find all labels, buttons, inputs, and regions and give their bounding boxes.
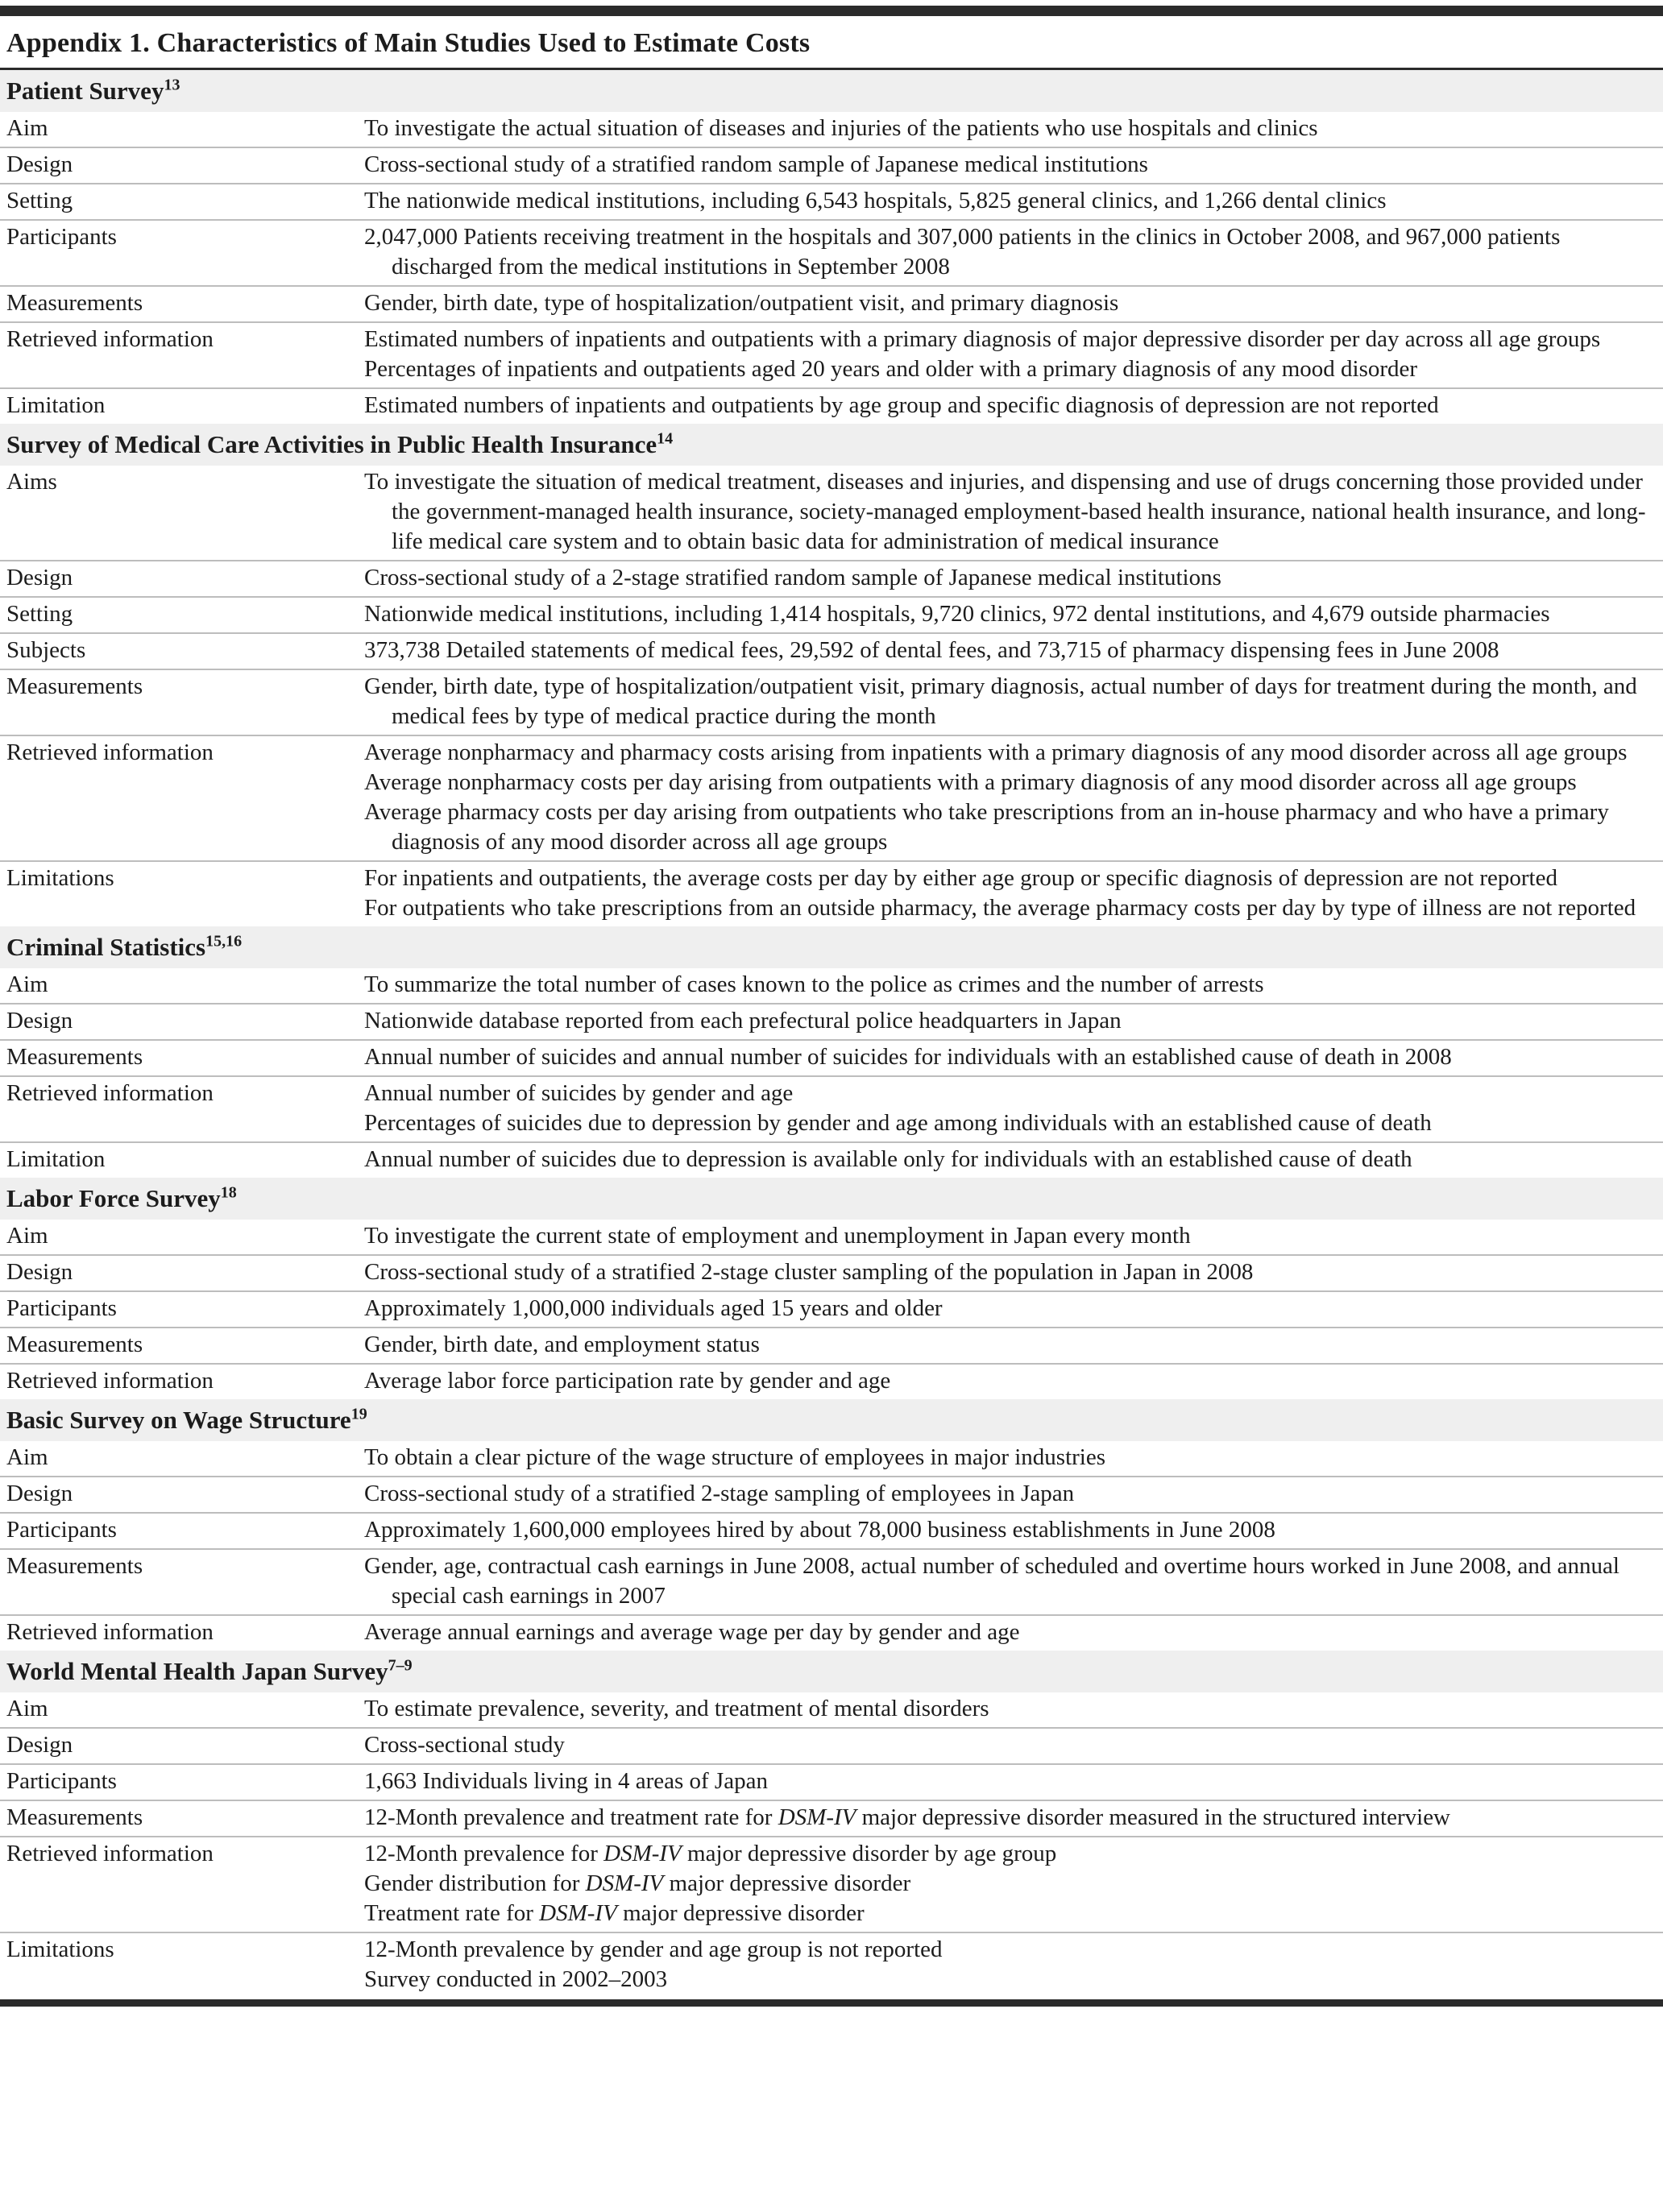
row-value [364,1479,1663,1509]
table-row [0,1141,1663,1178]
value-line: Cross-sectional study of a stratified 2-stage cluster sampling of the population in Japan in 2008 [364,1259,1254,1286]
reference-superscript: 15,16 [205,933,243,951]
table-row [0,183,1663,219]
table-row [0,1220,1663,1254]
reference-superscript: 13 [164,77,180,95]
reference-superscript: 18 [220,1184,237,1203]
study-section [0,926,1663,1178]
row-label: Setting [6,601,73,628]
row-value [364,1221,1663,1251]
value-line: Approximately 1,600,000 employees hired by about 78,000 business establishments in June 2008 [364,1517,1275,1543]
row-label: Limitations [6,1937,114,1963]
row-value [364,1618,1663,1647]
value-line: To investigate the actual situation of diseases and injuries of the patients who use hospitals and clinics [364,115,1318,142]
value-line: Treatment rate for DSM-IV major depressive disorder [364,1900,865,1927]
value-line: Average nonpharmacy and pharmacy costs arising from inpatients with a primary diagnosis of any mood disorder across all age groups [364,739,1628,766]
row-value [364,1515,1663,1545]
study-section [0,424,1663,926]
table-row [0,1003,1663,1039]
value-line: Nationwide medical institutions, including 1,414 hospitals, 9,720 clinics, 972 dental institutions, and 4,679 outside pharmacies [364,601,1550,628]
value-line: To summarize the total number of cases known to the police as crimes and the number of arrests [364,971,1264,998]
table-row [0,1548,1663,1614]
page-title: Appendix 1. Characteristics of Main Studies Used to Estimate Costs [0,16,1663,70]
row-value [364,1730,1663,1760]
row-value [364,1145,1663,1174]
row-label: Design [6,151,73,178]
row-value [364,150,1663,180]
row-label: Measurements [6,1553,143,1580]
table-row [0,735,1663,860]
value-line: Percentages of suicides due to depression by gender and age among individuals with an established cause of death [364,1110,1432,1137]
table-row [0,321,1663,387]
value-line: Average nonpharmacy costs per day arising from outpatients with a primary diagnosis of any mood disorder across all age groups [364,769,1577,796]
value-line: To investigate the situation of medical treatment, diseases and injuries, and dispensing and use of drugs concerning those provided under the government-managed health insurance, society-managed employment-based health insurance, national health insurance, and long-life medical care system and to obtain basic data for administration of medical insurance [364,469,1646,555]
table-row [0,112,1663,147]
row-label: Retrieved information [6,1619,214,1646]
section-title: Basic Survey on Wage Structure [6,1406,351,1435]
row-value [364,1839,1663,1928]
study-section [0,1178,1663,1399]
value-line: Cross-sectional study of a stratified random sample of Japanese medical institutions [364,151,1148,178]
row-value [364,467,1663,557]
row-value [364,1694,1663,1724]
row-value [364,563,1663,593]
row-value [364,186,1663,216]
row-value [364,1551,1663,1611]
table-row [0,1039,1663,1075]
value-line: Cross-sectional study of a stratified 2-stage sampling of employees in Japan [364,1481,1075,1507]
section-rows [0,1220,1663,1399]
section-rows [0,466,1663,926]
row-label: Retrieved information [6,1841,214,1867]
row-value [364,288,1663,318]
value-line: 12-Month prevalence and treatment rate for DSM-IV major depressive disorder measured in the structured interview [364,1804,1451,1831]
table-row [0,596,1663,632]
row-label: Aim [6,1444,48,1471]
value-line: To obtain a clear picture of the wage structure of employees in major industries [364,1444,1106,1471]
value-line: For inpatients and outpatients, the average costs per day by either age group or specific diagnosis of depression are not reported [364,865,1557,892]
row-value [364,1803,1663,1833]
top-rule [0,6,1663,16]
value-line: Gender, birth date, type of hospitalization/outpatient visit, primary diagnosis, actual number of days for treatment during the month, and medical fees by type of medical practice during the month [364,673,1637,730]
value-line: To estimate prevalence, severity, and treatment of mental disorders [364,1696,989,1722]
table-row [0,285,1663,321]
value-line: Gender, birth date, type of hospitalization/outpatient visit, and primary diagnosis [364,290,1119,317]
table-row [0,1327,1663,1363]
section-header [0,70,1663,112]
section-header [0,926,1663,968]
row-label: Limitation [6,392,106,419]
table-row [0,1614,1663,1651]
table-row [0,1290,1663,1327]
value-line: Average pharmacy costs per day arising from outpatients who take prescriptions from an in-house pharmacy and who have a primary diagnosis of any mood disorder across all age groups [364,799,1609,855]
row-value [364,672,1663,731]
section-header [0,1651,1663,1692]
row-label: Retrieved information [6,1368,214,1394]
section-rows [0,968,1663,1178]
section-header [0,1399,1663,1441]
value-line: 373,738 Detailed statements of medical fees, 29,592 of dental fees, and 73,715 of pharmacy dispensing fees in June 2008 [364,637,1499,664]
table-row [0,1800,1663,1836]
table-row [0,632,1663,669]
appendix-page [0,6,1663,2007]
value-line: Cross-sectional study of a 2-stage stratified random sample of Japanese medical institutions [364,565,1221,591]
value-line: Annual number of suicides and annual number of suicides for individuals with an established cause of death in 2008 [364,1044,1452,1071]
value-line: Percentages of inpatients and outpatients aged 20 years and older with a primary diagnosis of any mood disorder [364,356,1418,383]
section-header [0,424,1663,466]
section-header [0,1178,1663,1220]
row-label: Aim [6,1696,48,1722]
value-line: To investigate the current state of employment and unemployment in Japan every month [364,1223,1191,1249]
row-value [364,1042,1663,1072]
study-section [0,1399,1663,1651]
table-row [0,1476,1663,1512]
row-label: Design [6,565,73,591]
row-value [364,325,1663,384]
table-row [0,1727,1663,1763]
section-title: Patient Survey [6,77,164,106]
reference-superscript: 14 [657,430,674,449]
table-row [0,860,1663,926]
table-row [0,466,1663,560]
row-label: Aim [6,971,48,998]
bottom-rule [0,1999,1663,2007]
row-label: Measurements [6,673,143,700]
row-label: Aim [6,1223,48,1249]
value-line: Nationwide database reported from each prefectural police headquarters in Japan [364,1008,1122,1034]
value-line: Gender distribution for DSM-IV major depressive disorder [364,1870,911,1897]
section-rows [0,1441,1663,1651]
table-row [0,1075,1663,1141]
table-row [0,387,1663,424]
row-label: Design [6,1481,73,1507]
value-line: 2,047,000 Patients receiving treatment in the hospitals and 307,000 patients in the clinics in October 2008, and 967,000 patients discharged from the medical institutions in September 2008 [364,224,1561,280]
value-line: The nationwide medical institutions, including 6,543 hospitals, 5,825 general clinics, and 1,266 dental clinics [364,188,1387,214]
section-rows [0,112,1663,424]
value-line: Approximately 1,000,000 individuals aged 15 years and older [364,1295,943,1322]
value-line: Estimated numbers of inpatients and outpatients by age group and specific diagnosis of depression are not reported [364,392,1439,419]
row-label: Design [6,1259,73,1286]
section-title: Labor Force Survey [6,1184,221,1213]
table-row [0,968,1663,1003]
row-value [364,599,1663,629]
reference-superscript: 7–9 [388,1657,413,1676]
row-label: Participants [6,224,117,251]
reference-superscript: 19 [350,1406,367,1424]
row-value [364,864,1663,923]
section-title: World Mental Health Japan Survey [6,1657,388,1686]
row-label: Participants [6,1295,117,1322]
table-row [0,1254,1663,1290]
row-label: Aims [6,469,57,495]
row-value [364,1935,1663,1995]
row-label: Retrieved information [6,326,214,353]
row-label: Participants [6,1768,117,1795]
table-row [0,1512,1663,1548]
row-value [364,1006,1663,1036]
row-label: Measurements [6,1804,143,1831]
row-label: Measurements [6,1044,143,1071]
value-line: Annual number of suicides by gender and age [364,1080,794,1107]
value-line: 1,663 Individuals living in 4 areas of Japan [364,1768,768,1795]
value-line: 12-Month prevalence for DSM-IV major depressive disorder by age group [364,1841,1057,1867]
row-label: Retrieved information [6,1080,214,1107]
row-value [364,1767,1663,1796]
row-label: Aim [6,115,48,142]
value-line: For outpatients who take prescriptions from an outside pharmacy, the average pharmacy costs per day by type of illness are not reported [364,895,1636,922]
row-label: Design [6,1008,73,1034]
row-value [364,636,1663,665]
row-value [364,1079,1663,1138]
table-row [0,1763,1663,1800]
table-row [0,1932,1663,1998]
value-line: Annual number of suicides due to depression is available only for individuals with an established cause of death [364,1146,1412,1173]
table-row [0,669,1663,735]
row-value [364,1443,1663,1473]
value-line: 12-Month prevalence by gender and age group is not reported [364,1937,943,1963]
table-row [0,560,1663,596]
value-line: Estimated numbers of inpatients and outpatients with a primary diagnosis of major depressive disorder per day across all age groups [364,326,1601,353]
value-line: Survey conducted in 2002–2003 [364,1966,668,1993]
row-label: Limitation [6,1146,106,1173]
study-section [0,1651,1663,1998]
table-row [0,1363,1663,1399]
value-line: Average labor force participation rate by gender and age [364,1368,891,1394]
row-value [364,1330,1663,1360]
row-label: Limitations [6,865,114,892]
section-title: Criminal Statistics [6,933,206,962]
section-rows [0,1692,1663,1998]
row-value [364,970,1663,1000]
value-line: Gender, age, contractual cash earnings in June 2008, actual number of scheduled and overtime hours worked in June 2008, and annual special cash earnings in 2007 [364,1553,1619,1609]
row-value [364,391,1663,420]
table-row [0,1441,1663,1476]
row-label: Retrieved information [6,739,214,766]
value-line: Gender, birth date, and employment status [364,1332,760,1358]
row-value [364,1294,1663,1323]
row-value [364,738,1663,857]
value-line: Average annual earnings and average wage per day by gender and age [364,1619,1020,1646]
row-label: Measurements [6,290,143,317]
row-label: Subjects [6,637,86,664]
study-section [0,70,1663,424]
appendix-table [0,70,1663,1998]
table-row [0,1692,1663,1727]
row-value [364,1366,1663,1396]
row-label: Design [6,1732,73,1758]
table-row [0,219,1663,285]
row-label: Participants [6,1517,117,1543]
row-value [364,114,1663,143]
row-label: Measurements [6,1332,143,1358]
row-value [364,1257,1663,1287]
table-row [0,147,1663,183]
row-value [364,222,1663,282]
section-title: Survey of Medical Care Activities in Public Health Insurance [6,430,657,459]
table-row [0,1836,1663,1932]
value-line: Cross-sectional study [364,1732,565,1758]
row-label: Setting [6,188,73,214]
